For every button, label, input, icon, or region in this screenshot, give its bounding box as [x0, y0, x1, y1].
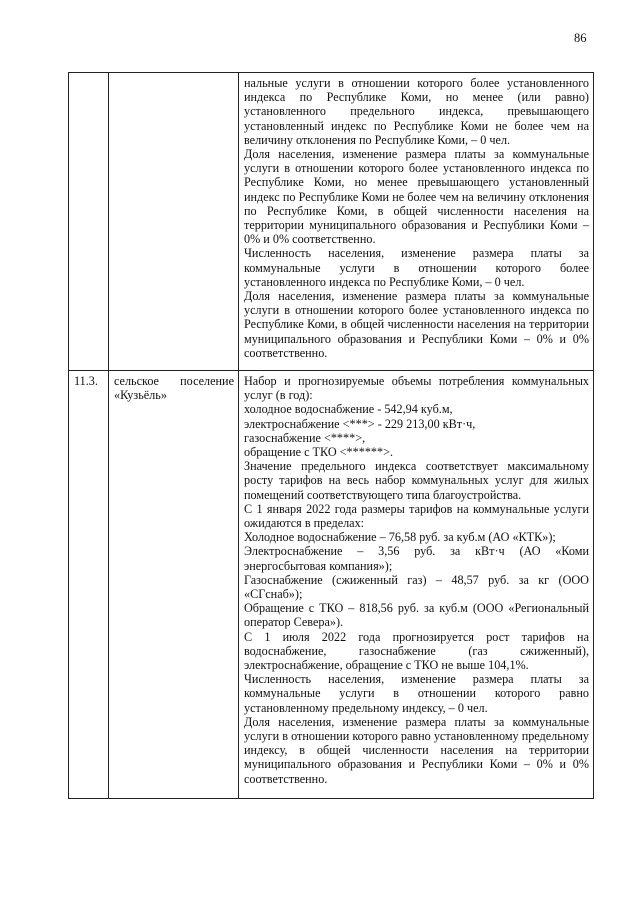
paragraph: Обращение с ТКО – 818,56 руб. за куб.м (ООО «Региональный оператор Севера»).: [244, 601, 589, 630]
paragraph: Холодное водоснабжение – 76,58 руб. за куб.м (АО «КТК»);: [244, 530, 556, 545]
paragraph: Электроснабжение – 3,56 руб. за кВт·ч (АО «Коми энергосбытовая компания»);: [244, 544, 589, 573]
paragraph: Доля населения, изменение размера платы за коммунальные услуги в отношении которого равно установленному предельному индексу, в общей численности населения на территории муниципального образования и Республики Коми – 0% и 0% соответственно.: [244, 714, 589, 786]
row-name-cell: [109, 73, 239, 371]
paragraph: Численность населения, изменение размера платы за коммунальные услуги в отношении которого более установленного индекса по Республике Коми, – 0 чел.: [244, 246, 589, 289]
paragraph: электроснабжение <***> - 229 213,00 кВт·ч,: [244, 416, 476, 431]
paragraph: Газоснабжение (сжиженный газ) – 48,57 руб. за кг (ООО «СГснаб»);: [244, 572, 589, 602]
paragraph: нальные услуги в отношении которого более установленного индекса по Республике Коми, но менее (или равно) установленного предельного индекса, превышающего установленный индекс по Республике Коми не более чем на величину отклонения по Республике Коми, – 0 чел.: [244, 76, 589, 147]
paragraph: обращение с ТКО <******>.: [244, 445, 394, 460]
paragraph: Доля населения, изменение размера платы за коммунальные услуги в отношении которого более установленного индекса по Республике Коми, в общей численности населения на территории муниципального образования и Республики Коми – 0% и 0% соответственно.: [244, 289, 589, 360]
table-row: [69, 371, 594, 799]
page-number: 86: [574, 31, 587, 45]
paragraph: холодное водоснабжение - 542,94 куб.м,: [244, 402, 453, 417]
paragraph: Доля населения, изменение размера платы за коммунальные услуги в отношении которого более установленного индекса по Республике Коми, но менее превышающего установленный индекс по Республике Коми не более чем на величину отклонения по Республике Коми, в общей численности населения на территории муниципального образования и Республики Коми – 0% и 0% соответственно.: [244, 147, 589, 247]
services-table: [68, 72, 594, 799]
row-name-cell: сельское поселение «Кузьёль»: [109, 371, 239, 799]
paragraph: С 1 июля 2022 года прогнозируется рост тарифов на водоснабжение, газоснабжение (газ сжиженный), электроснабжение, обращение с ТКО не выше 104,1%.: [244, 629, 589, 673]
paragraph: Набор и прогнозируемые объемы потребления коммунальных услуг (в год):: [244, 374, 589, 403]
row-number-cell: 11.3.: [69, 371, 109, 799]
paragraph: газоснабжение <****>,: [244, 430, 366, 445]
row-number-cell: [69, 73, 109, 371]
paragraph: С 1 января 2022 года размеры тарифов на коммунальные услуги ожидаются в пределах:: [244, 501, 589, 531]
paragraph: Значение предельного индекса соответствует максимальному росту тарифов на весь набор коммунальных услуг для жилых помещений соответствующего типа благоустройства.: [244, 459, 589, 502]
row-content-cell: [239, 371, 594, 799]
row-content-cell: [239, 73, 594, 371]
paragraph: Численность населения, изменение размера платы за коммунальные услуги в отношении которого равно установленному предельному индексу, – 0 чел.: [244, 672, 589, 715]
table-row: [69, 73, 594, 371]
